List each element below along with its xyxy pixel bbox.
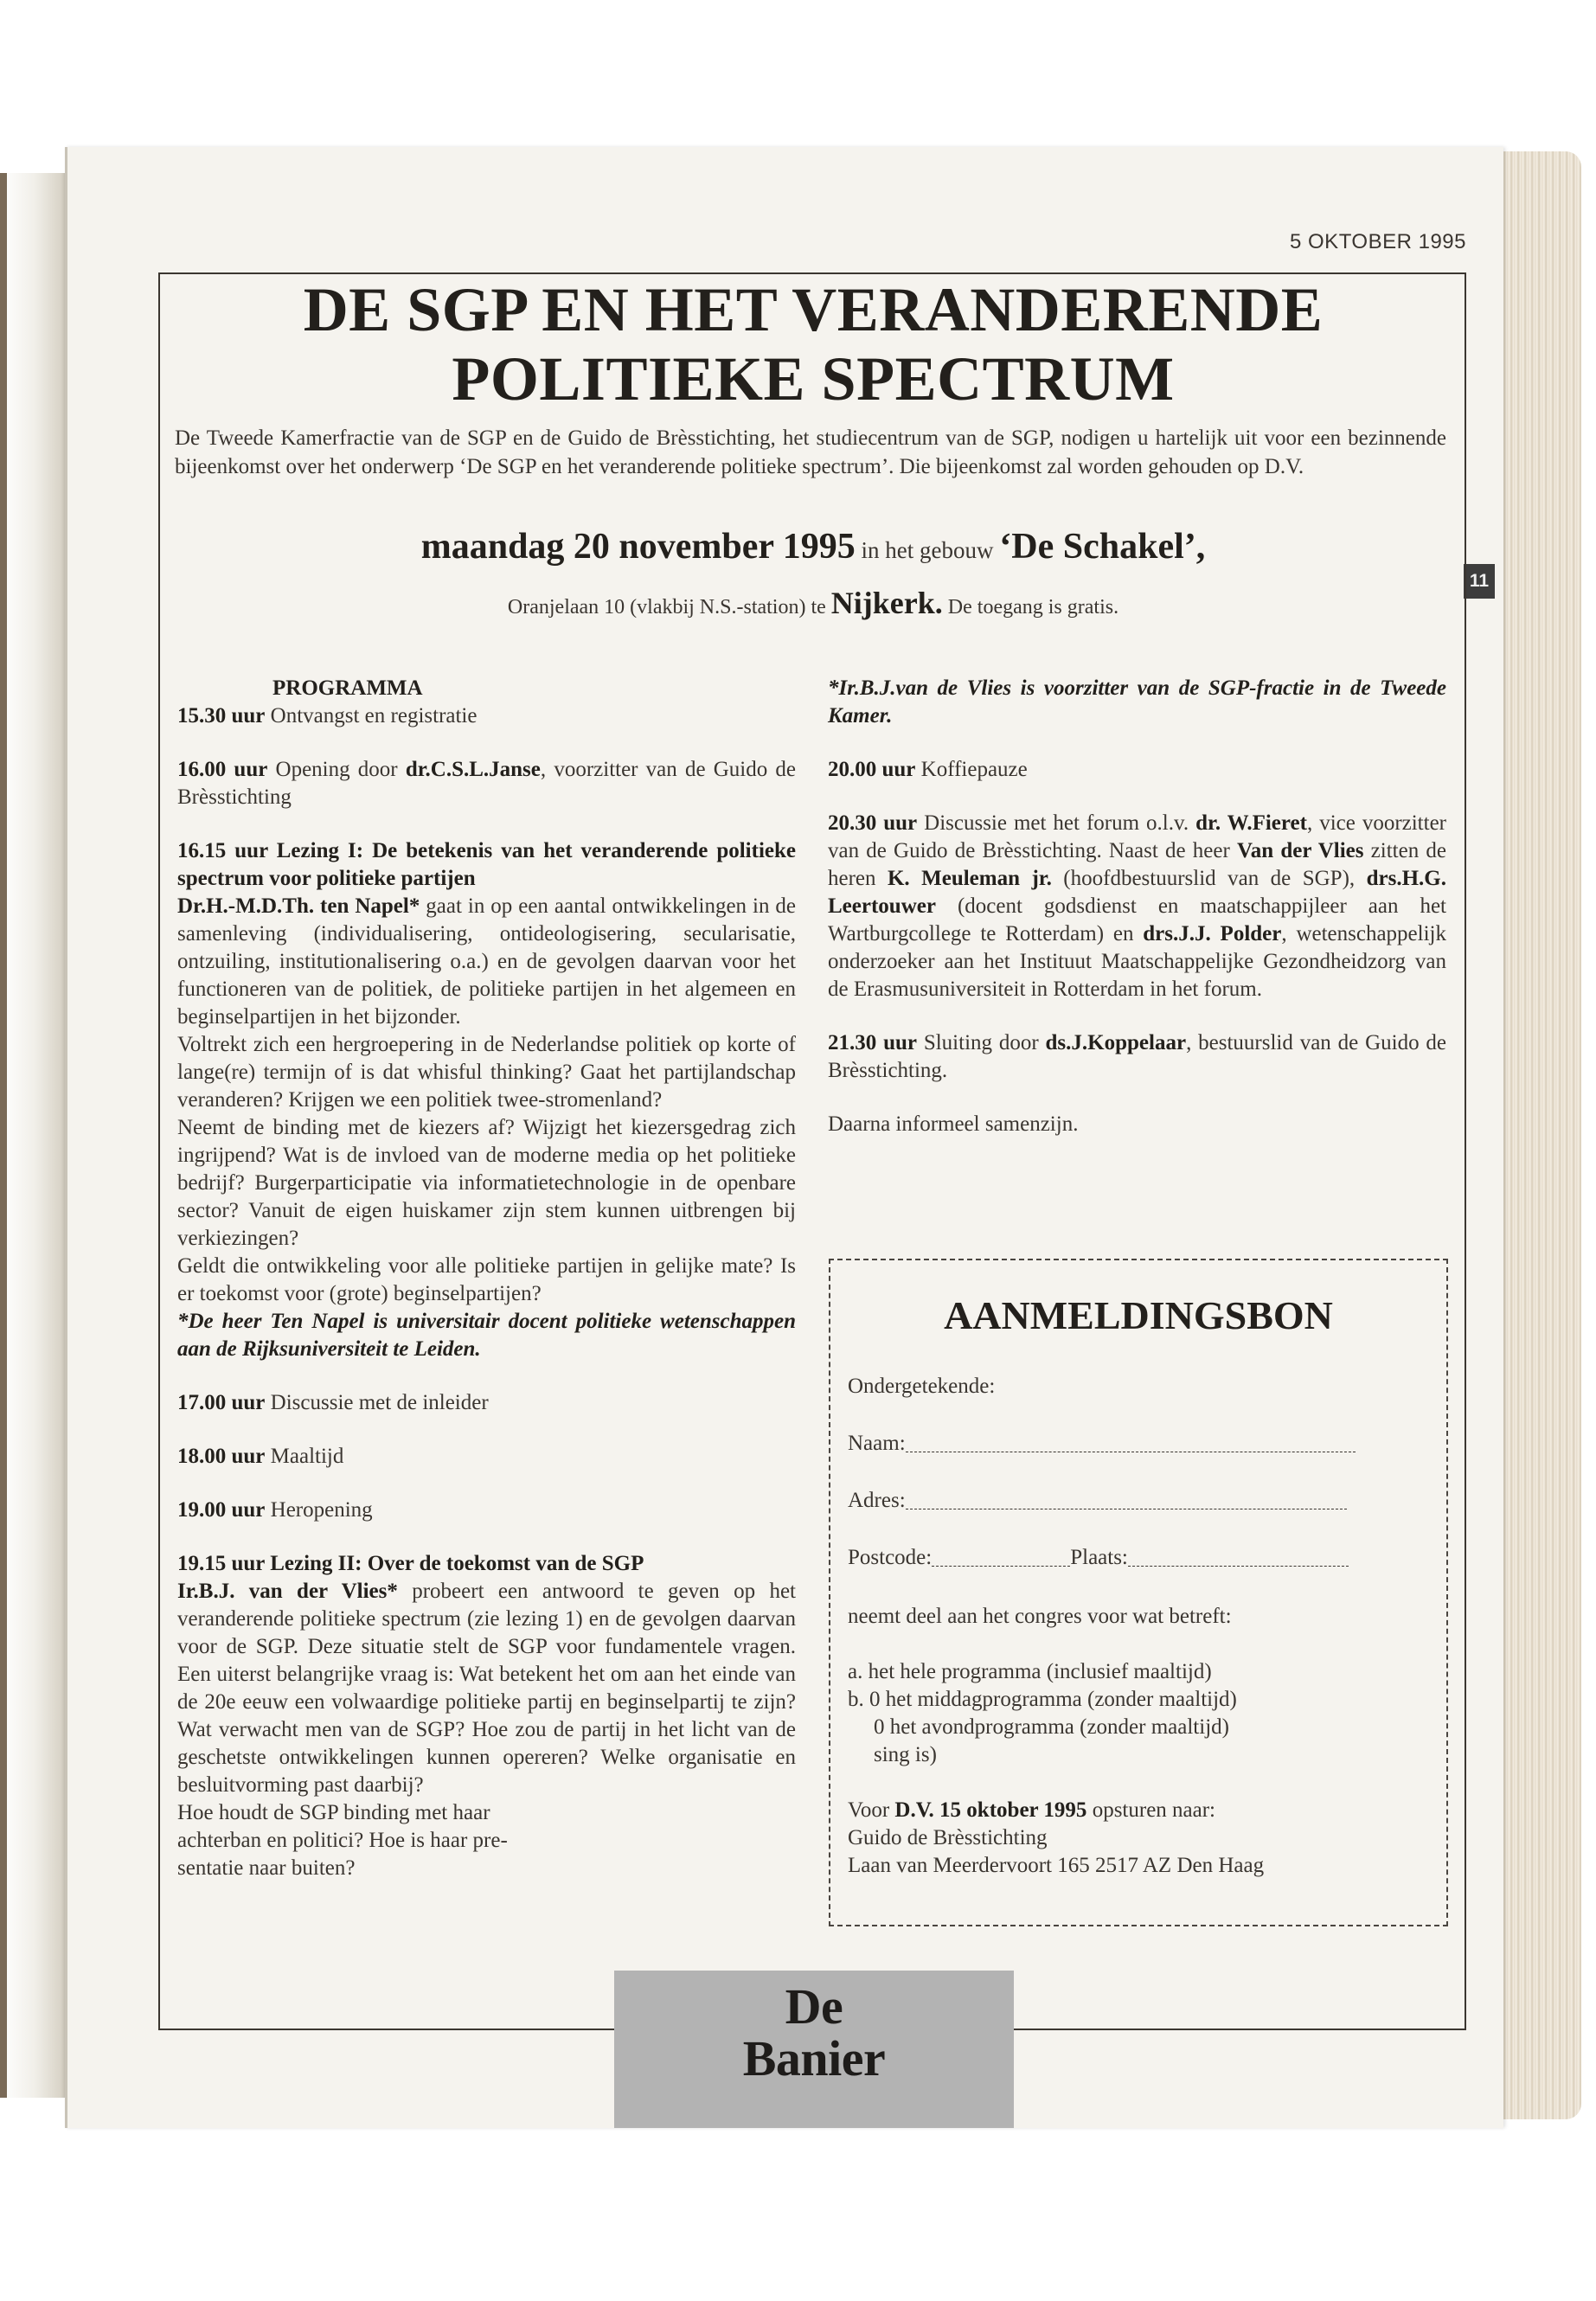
coupon-option-a[interactable]: a. het hele programma (inclusief maaltijd) xyxy=(848,1660,1212,1683)
name-van-der-vlies: Van der Vlies xyxy=(1236,839,1364,862)
time-2000: 20.00 uur xyxy=(828,758,916,781)
lecture-1-intro xyxy=(177,893,796,1031)
masthead-line-2: Banier xyxy=(742,2030,886,2086)
van-der-vlies-note: *Ir.B.J.van de Vlies is voorzitter van de SGP-fractie in de Tweede Kamer. xyxy=(828,676,1446,727)
desc-2130-b: , bestuurslid van de Guido de Brèsstichting. xyxy=(828,1031,1447,1082)
coupon-address-row xyxy=(848,1487,1427,1515)
coupon-postcode-row xyxy=(848,1544,1427,1572)
coupon-title: AANMELDINGSBON xyxy=(944,1293,1333,1337)
desc-2030-b: , vice voorzitter van de Guido de Brèsstichting. Naast de heer xyxy=(828,811,1446,862)
coupon-undersigned: Ondergetekende: xyxy=(848,1375,996,1398)
time-1800: 18.00 uur xyxy=(177,1445,266,1468)
book-spine xyxy=(0,173,67,2098)
name-fieret: dr. W.Fieret xyxy=(1195,811,1307,835)
coupon-option-c-cont: sing is) xyxy=(874,1743,937,1766)
desc-2000: Koffiepauze xyxy=(915,758,1028,781)
name-field[interactable] xyxy=(906,1438,1356,1452)
time-2130: 21.30 uur xyxy=(828,1031,917,1054)
time-1700: 17.00 uur xyxy=(177,1391,266,1414)
coupon-recipient-address: Laan van Meerdervoort 165 2517 AZ Den Haag xyxy=(848,1854,1265,1877)
desc-1900: Heropening xyxy=(265,1498,373,1522)
program-item-1700 xyxy=(177,1389,796,1417)
lecture-2-tail-2: achterban en politici? Hoe is haar pre- xyxy=(177,1829,508,1852)
lecture-1-text: gaat in op een aantal ontwikkelingen in de samenleving (individualisering, ontideologisering, secularisatie, ontzuiling, institutionalisering o.a.) en de gevolgen daarvan voor het functioneren van de politiek, de politieke partijen in het algemeen en beginselpartijen in het bijzonder. xyxy=(177,894,796,1029)
coupon-recipient: Guido de Brèsstichting xyxy=(848,1826,1048,1849)
desc-2030-a: Discussie met het forum o.l.v. xyxy=(917,811,1196,835)
desc-2030-f: , wetenschappelijk onderzoeker aan het Instituut Maatschappelijke Gezondheidzorg van de Erasmusuniversiteit in Rotterdam in het forum. xyxy=(828,922,1446,1001)
time-1530: 15.30 uur xyxy=(177,704,266,727)
event-address: Oranjelaan 10 (vlakbij N.S.-station) te xyxy=(507,596,831,619)
event-address-line xyxy=(164,585,1462,621)
address-label: Adres: xyxy=(848,1489,906,1512)
lecture-1-paragraph-3: Neemt de binding met de kiezers af? Wijzigt het kiezersgedrag zich ingrijpend? Wat is de invloed van de moderne media op het politieke bedrijf? Burgerparticipatie via informatietechnologie in de openbare sector? Vanuit de eigen huiskamer zijn stem kunnen uitbrengen bij verkiezingen? xyxy=(177,1116,796,1250)
program-item-1530 xyxy=(177,702,796,730)
lecture-1-note: *De heer Ten Napel is universitair docent politieke wetenschappen aan de Rijksuniversiteit te Leiden. xyxy=(177,1310,796,1361)
address-field[interactable] xyxy=(906,1495,1347,1509)
program-left-column xyxy=(177,675,796,1882)
lecture-2-tail-1: Hoe houdt de SGP binding met haar xyxy=(177,1801,490,1824)
desc-2130-a: Sluiting door xyxy=(917,1031,1046,1054)
desc-1700: Discussie met de inleider xyxy=(265,1391,489,1414)
send-prefix: Voor xyxy=(848,1798,895,1822)
spine-binding xyxy=(0,173,7,2098)
place-label: Plaats: xyxy=(1070,1546,1128,1569)
desc-2030-e: (docent godsdienst en maatschappijleer aan het Wartburgcollege te Rotterdam) en xyxy=(828,894,1446,945)
event-city: Nijkerk. xyxy=(830,586,943,620)
coupon-send-line xyxy=(848,1797,1427,1824)
program-item-1600 xyxy=(177,756,796,811)
headline xyxy=(164,275,1462,413)
program-item-1900 xyxy=(177,1497,796,1524)
desc-1600-b: , voorzitter van de Guido de Brèsstichting xyxy=(177,758,797,809)
time-2030: 20.30 uur xyxy=(828,811,918,835)
intro-paragraph: De Tweede Kamerfractie van de SGP en de Guido de Brèsstichting, het studiecentrum van de SGP, nodigen u hartelijk uit voor een bezinnende bijeenkomst over het onderwerp ‘De SGP en het veranderende politieke spectrum’. Die bijeenkomst zal worden gehouden op D.V. xyxy=(175,426,1446,478)
coupon-name-row xyxy=(848,1430,1427,1458)
masthead-logo xyxy=(614,1978,1014,2086)
lecture-2-tail-3: sentatie naar buiten? xyxy=(177,1856,356,1880)
speaker-ten-napel: Dr.H.-M.D.Th. ten Napel* xyxy=(177,894,420,918)
event-date-line xyxy=(164,526,1462,567)
postcode-label: Postcode: xyxy=(848,1546,933,1569)
desc-1600-a: Opening door xyxy=(267,758,406,781)
program-item-2130 xyxy=(828,1029,1446,1085)
lecture-2-text: probeert een antwoord te geven op het veranderende politieke spectrum (zie lezing 1) en de gevolgen daarvan voor de SGP. Deze situatie stelt de SGP voor fundamentele vragen. Een uiterst belangrijke vraag is: Wat betekent het om aan het einde van de 20e eeuw een volwaardige politieke partij en beginselpartij te zijn? Wat verwacht men van de SGP? Hoe zou de partij in het licht van de geschetste ontwikkelingen kunnen opereren? Welke organisatie en besluitvorming past daarbij? xyxy=(177,1580,796,1797)
event-date: maandag 20 november 1995 xyxy=(420,527,856,567)
program-item-2030 xyxy=(828,810,1446,1003)
desc-1530: Ontvangst en registratie xyxy=(265,704,478,727)
desc-2030-d: (hoofdbestuurslid van de SGP), xyxy=(1051,867,1367,890)
name-leertouwer: drs.H.G. Leertouwer xyxy=(828,867,1446,918)
masthead-line-1: De xyxy=(785,1978,843,2035)
speaker-van-der-vlies: Ir.B.J. van der Vlies* xyxy=(177,1580,398,1603)
name-janse: dr.C.S.L.Janse xyxy=(405,758,541,781)
headline-line-2: POLITIEKE SPECTRUM xyxy=(452,344,1175,413)
issue-date: 5 OKTOBER 1995 xyxy=(1290,230,1466,253)
lecture-1-heading: 16.15 uur Lezing I: De betekenis van het veranderende politieke spectrum voor politieke partijen xyxy=(177,839,796,890)
lecture-2-title xyxy=(177,1550,796,1578)
name-polder: drs.J.J. Polder xyxy=(1143,922,1282,945)
desc-1800: Maaltijd xyxy=(265,1445,344,1468)
send-date: D.V. 15 oktober 1995 xyxy=(894,1798,1087,1822)
closing-text: Daarna informeel samenzijn. xyxy=(828,1112,1079,1136)
time-1600: 16.00 uur xyxy=(177,758,268,781)
lecture-2-intro xyxy=(177,1578,796,1799)
place-field[interactable] xyxy=(1128,1552,1349,1567)
lecture-1-title xyxy=(177,837,796,893)
lecture-1-paragraph-4: Geldt die ontwikkeling voor alle politieke partijen in gelijke mate? Is er toekomst voor (grote) beginselpartijen? xyxy=(177,1254,796,1305)
coupon-option-c[interactable]: 0 het avondprogramma (zonder maaltijd) xyxy=(874,1715,1229,1739)
page-number-tab: 11 xyxy=(1464,564,1495,599)
program-item-1800 xyxy=(177,1443,796,1471)
registration-coupon xyxy=(829,1259,1448,1926)
lecture-1-paragraph-2: Voltrekt zich een hergroepering in de Nederlandse politiek op korte of lange(re) termijn of is dat whisful thinking? Gaat het partijlandschap veranderen? Krijgen we een politiek twee-stromenland? xyxy=(177,1033,796,1112)
name-label: Naam: xyxy=(848,1432,906,1455)
program-right-column xyxy=(828,675,1446,1138)
desc-2030-c: zitten de heren xyxy=(828,839,1446,890)
headline-line-1: DE SGP EN HET VERANDERENDE xyxy=(303,275,1324,344)
coupon-option-b[interactable]: b. 0 het middagprogramma (zonder maaltijd) xyxy=(848,1688,1237,1711)
lecture-2-heading: 19.15 uur Lezing II: Over de toekomst van de SGP xyxy=(177,1552,644,1575)
name-koppelaar: ds.J.Koppelaar xyxy=(1045,1031,1187,1054)
postcode-field[interactable] xyxy=(932,1552,1070,1567)
event-in-text: in het gebouw xyxy=(855,537,1000,563)
send-suffix: opsturen naar: xyxy=(1086,1798,1215,1822)
event-venue: ‘De Schakel’, xyxy=(999,527,1206,567)
name-meuleman: K. Meuleman jr. xyxy=(887,867,1052,890)
program-heading: PROGRAMMA xyxy=(272,676,423,700)
event-admission: De toegang is gratis. xyxy=(942,596,1119,619)
coupon-participates: neemt deel aan het congres voor wat betreft: xyxy=(848,1605,1232,1628)
time-1900: 19.00 uur xyxy=(177,1498,266,1522)
program-item-2000 xyxy=(828,756,1446,784)
